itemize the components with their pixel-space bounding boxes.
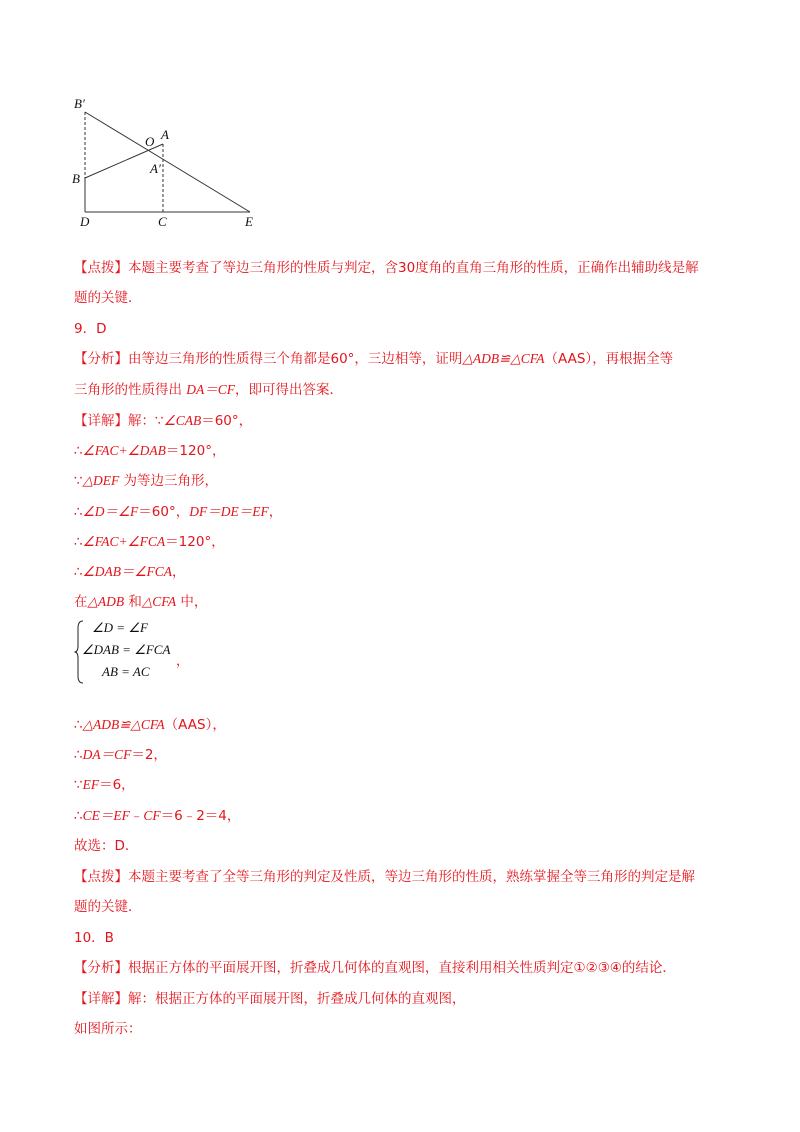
label-e: E xyxy=(245,214,253,229)
label-d: D xyxy=(80,214,90,229)
detail-line-10: ∵EF＝6， xyxy=(74,777,135,793)
label-b-prime: B′ xyxy=(74,96,85,111)
analysis-9-line-2: 三角形的性质得出 DA＝CF，即可得出答案． xyxy=(74,382,344,398)
detail-line-12: 故选：D． xyxy=(74,838,139,854)
label-b: B xyxy=(72,171,80,186)
equation-comma: ， xyxy=(176,654,190,669)
detail-line-6: ∴∠DAB＝∠FCA， xyxy=(74,564,186,580)
equation-row-3: AB = AC xyxy=(102,664,150,679)
triangle-diagram xyxy=(62,90,282,230)
question-9-answer: 9．D xyxy=(74,321,107,337)
detail-line-5: ∴∠FAC+∠FCA＝120°， xyxy=(74,534,225,550)
equation-row-2: ∠DAB = ∠FCA xyxy=(82,642,171,657)
label-a: A xyxy=(161,127,169,142)
detail-line-2: ∴∠FAC+∠DAB＝120°， xyxy=(74,443,226,459)
hint-9-line-1: 【点拨】本题主要考查了全等三角形的判定及性质，等边三角形的性质，熟练掌握全等三角形的判定是解 xyxy=(74,869,695,885)
hint-9-line-2: 题的关键． xyxy=(74,899,142,915)
detail-10-line-2: 如图所示： xyxy=(74,1021,142,1037)
hint-line-2: 题的关键． xyxy=(74,290,142,306)
detail-line-3: ∵△DEF 为等边三角形， xyxy=(74,473,219,489)
question-10-answer: 10．B xyxy=(74,930,114,946)
detail-10-line-1: 【详解】解：根据正方体的平面展开图，折叠成几何体的直观图， xyxy=(74,991,466,1007)
detail-line-7: 在△ADB 和△CFA 中， xyxy=(74,594,208,610)
label-a-prime: A′ xyxy=(150,161,161,176)
detail-line-8: ∴△ADB≌△CFA（AAS）， xyxy=(74,717,226,733)
equation-row-1: ∠D = ∠F xyxy=(92,620,148,635)
analysis-9-line-1: 【分析】由等边三角形的性质得三个角都是60°，三边相等，证明△ADB≌△CFA（AAS），再根据全等 xyxy=(74,351,674,367)
detail-line-4: ∴∠D＝∠F＝60°，DF＝DE＝EF， xyxy=(74,504,283,520)
geometry-figure xyxy=(62,90,282,230)
detail-line-11: ∴CE＝EF﹣CF＝6﹣2＝4， xyxy=(74,808,241,824)
label-c: C xyxy=(158,214,167,229)
detail-line-1: 【详解】解：∵∠CAB＝60°， xyxy=(74,413,253,429)
label-o: O xyxy=(145,134,155,149)
equation-system xyxy=(74,620,214,684)
analysis-10: 【分析】根据正方体的平面展开图，折叠成几何体的直观图，直接利用相关性质判定①②③④的结论． xyxy=(74,960,676,976)
detail-line-9: ∴DA＝CF＝2， xyxy=(74,747,167,763)
hint-line-1: 【点拨】本题主要考查了等边三角形的性质与判定，含30度角的直角三角形的性质，正确作出辅助线是解 xyxy=(74,260,699,276)
